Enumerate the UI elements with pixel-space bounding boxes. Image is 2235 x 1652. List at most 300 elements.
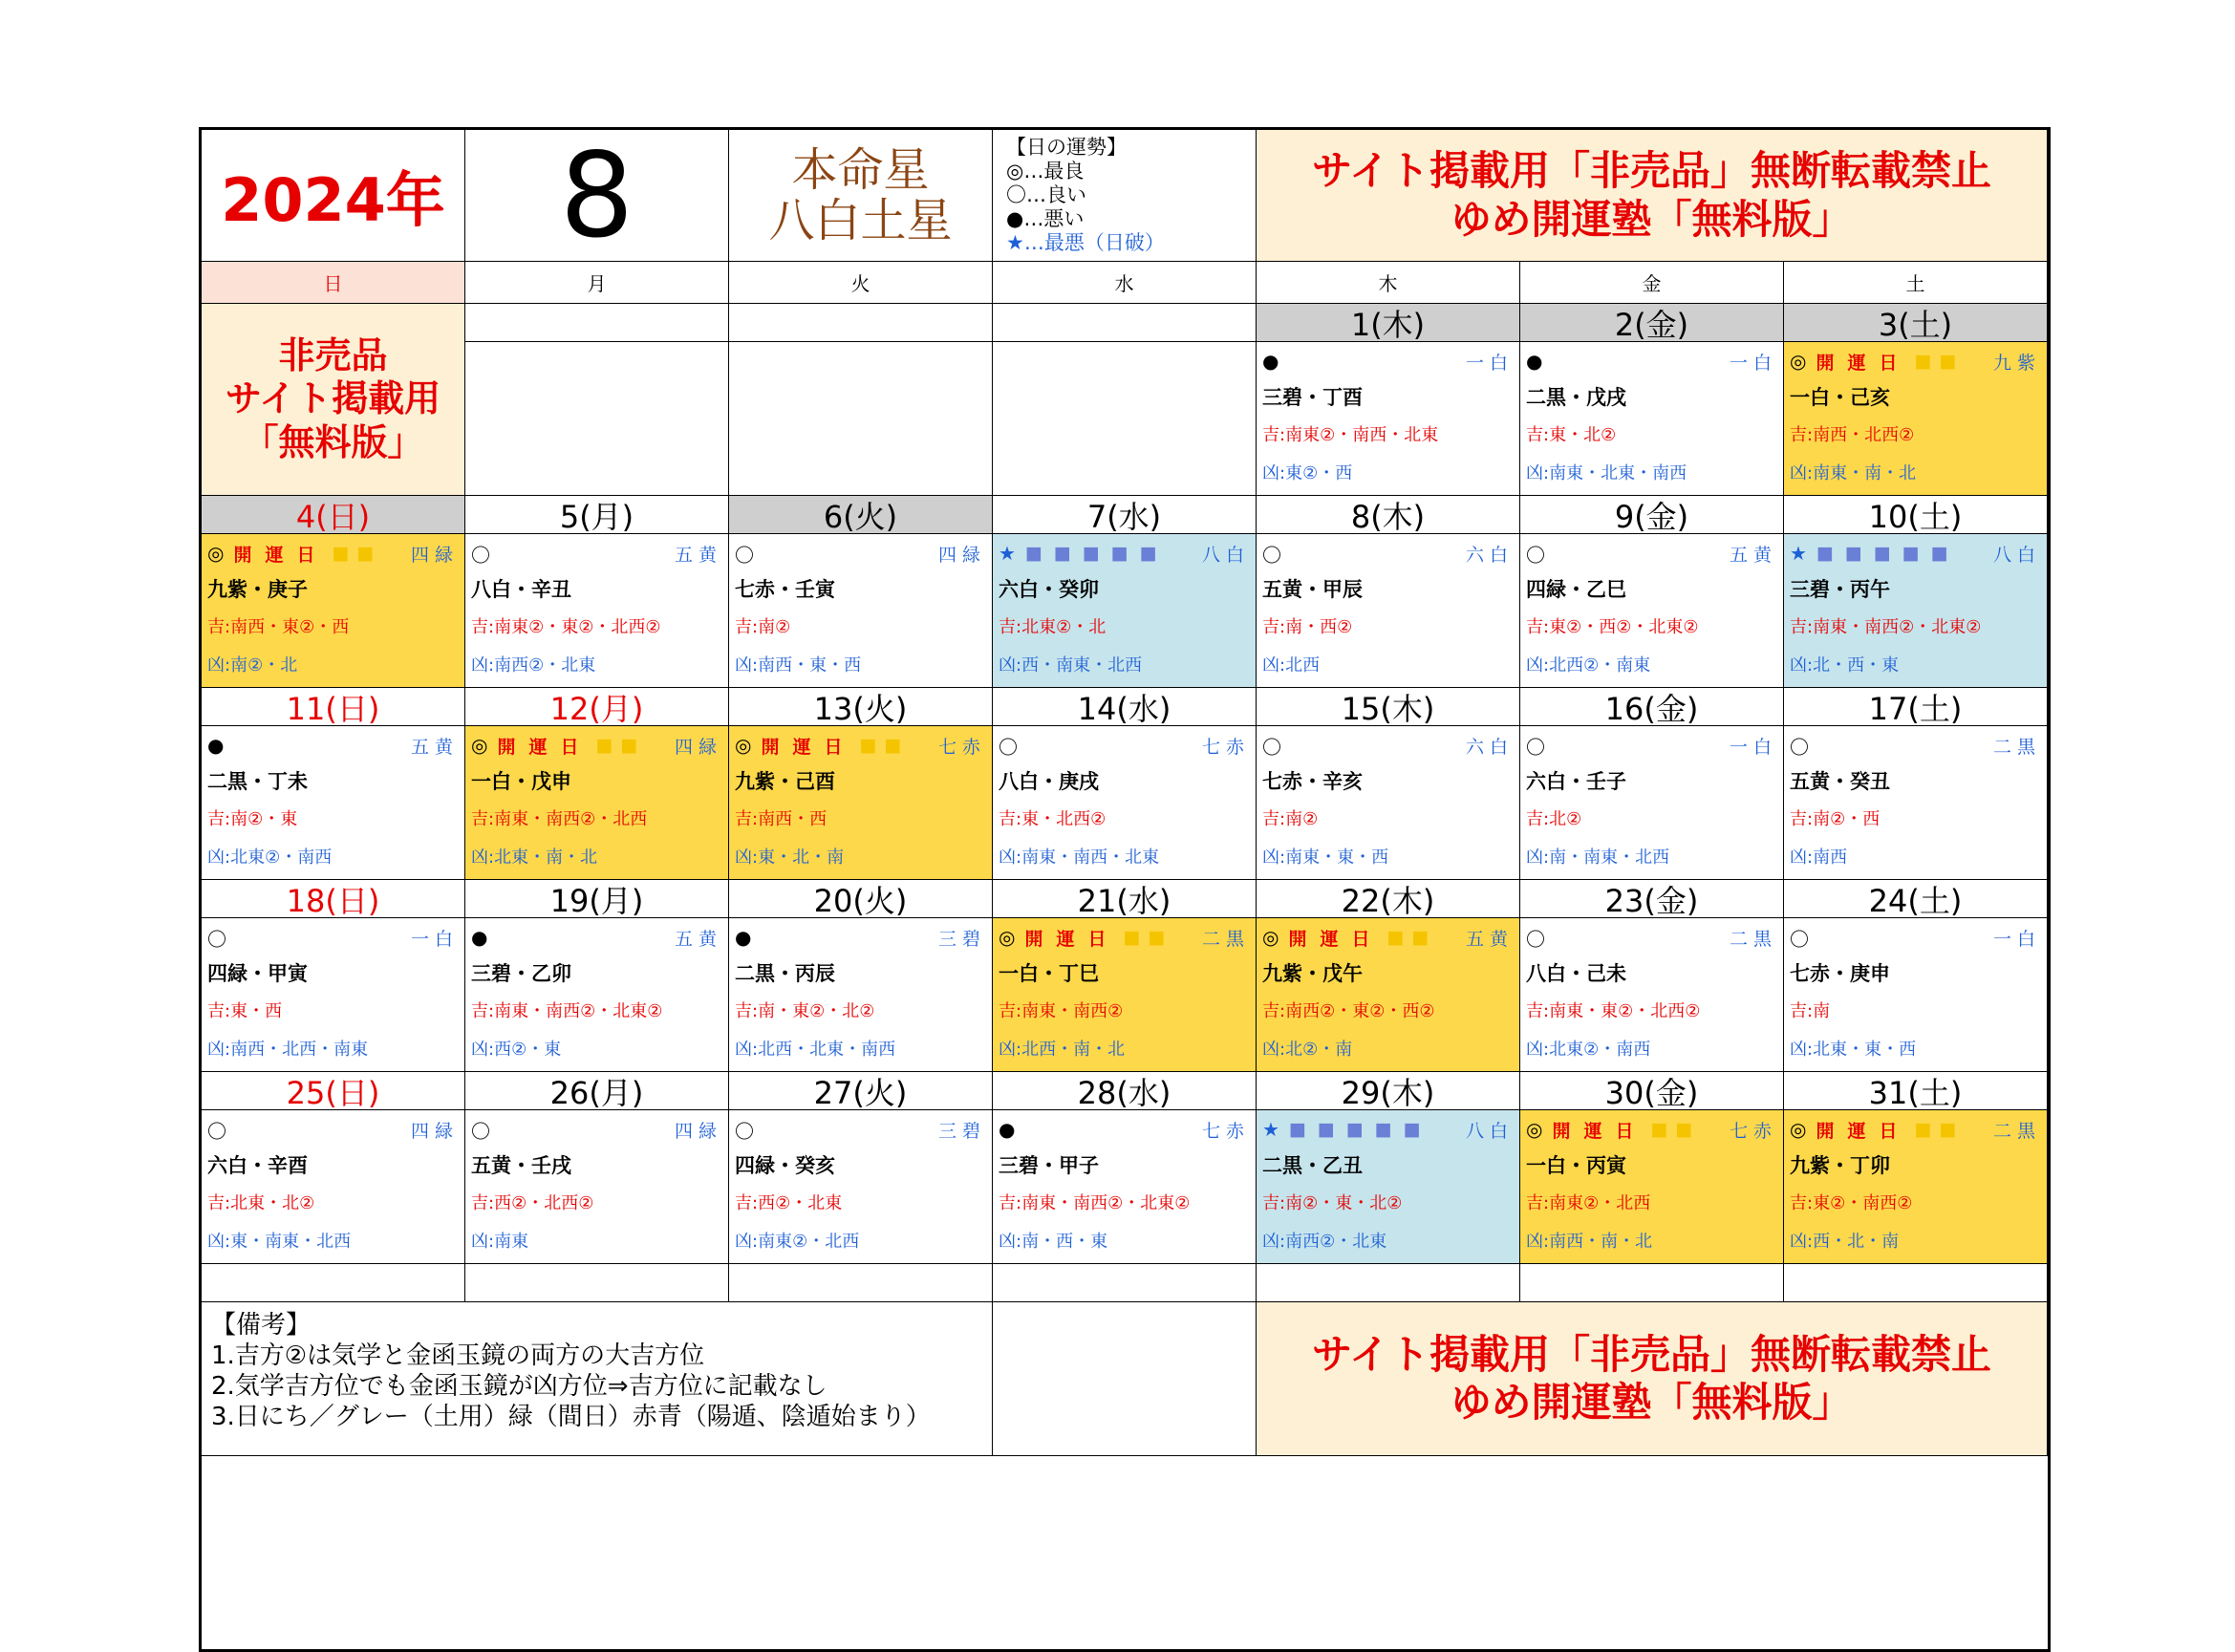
unlucky-directions: 凶:南②・北 bbox=[207, 655, 298, 676]
fortune-mark: 〇 bbox=[207, 927, 226, 951]
empty-day-cell bbox=[465, 342, 729, 496]
day-fortune-row bbox=[1262, 1112, 1514, 1147]
day-fortune-row bbox=[1526, 920, 1777, 955]
day-header: 21(水) bbox=[993, 880, 1257, 918]
fortune-mark: ● bbox=[1526, 350, 1543, 373]
kaiun-day-label: 開運日 bbox=[1552, 1120, 1647, 1142]
fortune-mark-group bbox=[1262, 925, 1436, 951]
day-fortune-row bbox=[1262, 344, 1514, 378]
side-note bbox=[202, 304, 465, 496]
day-star-stem-branch: 三碧・丁酉 bbox=[1262, 386, 1363, 409]
unlucky-directions: 凶:北東②・南西 bbox=[207, 847, 333, 868]
day-cell[interactable] bbox=[1784, 1110, 2048, 1264]
day-header: 2(金) bbox=[1520, 304, 1784, 342]
unlucky-directions: 凶:北東②・南西 bbox=[1526, 1040, 1651, 1060]
fortune-mark: 〇 bbox=[1790, 927, 1809, 951]
day-star-stem-branch: 二黒・戊戌 bbox=[1526, 386, 1626, 409]
day-nine-star: 八白 bbox=[1465, 1120, 1514, 1142]
day-star-stem-branch: 七赤・辛亥 bbox=[1262, 770, 1363, 793]
fortune-mark: 〇 bbox=[471, 1119, 490, 1143]
day-star-stem-branch: 八白・庚戌 bbox=[999, 770, 1099, 793]
day-star-stem-branch: 三碧・乙卯 bbox=[471, 962, 571, 985]
weekday-header: 月 bbox=[465, 262, 729, 304]
unlucky-directions: 凶:南西・東・西 bbox=[735, 655, 862, 676]
day-header bbox=[993, 304, 1257, 342]
day-cell[interactable] bbox=[1784, 534, 2048, 688]
fortune-mark: ◎ bbox=[999, 926, 1016, 949]
day-fortune-row bbox=[1262, 536, 1514, 570]
day-star-stem-branch: 一白・丙寅 bbox=[1526, 1154, 1626, 1177]
fortune-mark: 〇 bbox=[735, 1119, 754, 1143]
fortune-mark: 〇 bbox=[1262, 735, 1281, 759]
day-fortune-row bbox=[999, 728, 1250, 762]
day-fortune-row bbox=[1526, 344, 1777, 378]
day-header: 29(木) bbox=[1257, 1072, 1520, 1110]
fortune-mark: ◎ bbox=[207, 542, 225, 565]
banner-line1: サイト掲載用「非売品」無断転載禁止 bbox=[1311, 1330, 1992, 1378]
fortune-mark-group bbox=[1526, 1117, 1700, 1143]
day-star-stem-branch: 一白・己亥 bbox=[1790, 386, 1890, 409]
day-header: 12(月) bbox=[465, 688, 729, 726]
unlucky-directions: 凶:北西②・南東 bbox=[1526, 655, 1651, 676]
day-star-stem-branch: 七赤・庚申 bbox=[1790, 962, 1890, 985]
banner-line2: ゆめ開運塾「無料版」 bbox=[1451, 195, 1853, 243]
day-nine-star: 四緑 bbox=[937, 544, 986, 566]
worst-star-icon: ★ bbox=[999, 542, 1016, 565]
day-fortune-row bbox=[1526, 728, 1777, 762]
day-nine-star: 三碧 bbox=[937, 1120, 986, 1142]
fortune-mark: 〇 bbox=[1526, 735, 1545, 759]
day-cell[interactable] bbox=[1520, 918, 1784, 1072]
unlucky-directions: 凶:南東②・北西 bbox=[735, 1232, 860, 1252]
day-header: 23(金) bbox=[1520, 880, 1784, 918]
legend-best: ◎…最良 bbox=[1006, 160, 1085, 182]
day-star-stem-branch: 九紫・己酉 bbox=[735, 770, 835, 793]
fortune-mark: 〇 bbox=[471, 543, 490, 567]
day-star-stem-branch: 三碧・甲子 bbox=[999, 1154, 1099, 1177]
day-cell[interactable] bbox=[993, 534, 1257, 688]
day-star-stem-branch: 五黄・壬戌 bbox=[471, 1154, 571, 1177]
weekday-header: 土 bbox=[1784, 262, 2048, 304]
day-star-stem-branch: 三碧・丙午 bbox=[1790, 578, 1890, 601]
fortune-mark: ● bbox=[207, 734, 225, 757]
day-cell[interactable] bbox=[993, 726, 1257, 880]
fortune-mark-group bbox=[1262, 350, 1279, 373]
lucky-directions: 吉:南東・南西②・北東② bbox=[1790, 617, 1982, 637]
fortune-mark: ◎ bbox=[1790, 1118, 1807, 1141]
fortune-mark-group bbox=[1526, 350, 1542, 373]
day-star-stem-branch: 九紫・庚子 bbox=[207, 578, 308, 601]
banner-line1: サイト掲載用「非売品」無断転載禁止 bbox=[1311, 147, 1992, 195]
honmei-title: 本命星 bbox=[791, 142, 930, 197]
day-cell[interactable] bbox=[1257, 534, 1520, 688]
day-star-stem-branch: 六白・辛酉 bbox=[207, 1154, 308, 1177]
yellow-squares-icon: ■■ bbox=[595, 735, 646, 756]
unlucky-directions: 凶:南東・南西・北東 bbox=[999, 847, 1160, 868]
day-fortune-row bbox=[735, 536, 986, 570]
day-header: 25(日) bbox=[202, 1072, 465, 1110]
day-nine-star: 二黒 bbox=[1201, 928, 1250, 950]
day-cell[interactable] bbox=[729, 726, 993, 880]
lucky-directions: 吉:南東・南西②・北西 bbox=[471, 809, 648, 829]
empty-row-cell bbox=[465, 1264, 729, 1302]
empty-row-cell bbox=[993, 1264, 1257, 1302]
day-cell[interactable] bbox=[465, 534, 729, 688]
legend-title: 【日の運勢】 bbox=[1006, 136, 1127, 159]
fortune-mark-group bbox=[735, 733, 909, 759]
empty-day-cell bbox=[993, 342, 1257, 496]
day-fortune-row bbox=[1526, 536, 1777, 570]
blue-squares-icon: ■■■■■ bbox=[1024, 543, 1169, 564]
day-cell[interactable] bbox=[729, 918, 993, 1072]
day-header bbox=[729, 304, 993, 342]
lucky-directions: 吉:南西②・東②・西② bbox=[1262, 1001, 1435, 1021]
day-cell[interactable] bbox=[465, 918, 729, 1072]
unlucky-directions: 凶:南東・北東・南西 bbox=[1526, 463, 1687, 483]
kaiun-day-label: 開運日 bbox=[1024, 928, 1120, 950]
lucky-directions: 吉:南東②・東②・北西② bbox=[471, 617, 661, 637]
side-note-line: サイト掲載用 bbox=[225, 377, 441, 420]
fortune-mark: 〇 bbox=[1526, 543, 1545, 567]
lucky-directions: 吉:南東・南西②・北東② bbox=[471, 1001, 663, 1021]
weekday-header: 金 bbox=[1520, 262, 1784, 304]
day-nine-star: 六白 bbox=[1465, 544, 1514, 566]
empty-row-cell bbox=[729, 1264, 993, 1302]
unlucky-directions: 凶:北・西・東 bbox=[1790, 655, 1900, 676]
day-cell[interactable] bbox=[465, 1110, 729, 1264]
unlucky-directions: 凶:南西 bbox=[1790, 847, 1848, 868]
day-header: 8(木) bbox=[1257, 496, 1520, 534]
fortune-mark-group bbox=[999, 732, 1018, 760]
fortune-mark: 〇 bbox=[999, 735, 1018, 759]
day-header: 11(日) bbox=[202, 688, 465, 726]
day-star-stem-branch: 九紫・戊午 bbox=[1262, 962, 1363, 985]
day-fortune-row bbox=[207, 536, 459, 570]
day-fortune-row bbox=[735, 1112, 986, 1147]
lucky-directions: 吉:南② bbox=[735, 617, 791, 637]
fortune-mark-group bbox=[1262, 1118, 1432, 1141]
day-fortune-row bbox=[207, 920, 459, 955]
lucky-directions: 吉:南東・南西② bbox=[999, 1001, 1124, 1021]
yellow-squares-icon: ■■ bbox=[1914, 351, 1965, 372]
day-cell[interactable] bbox=[993, 1110, 1257, 1264]
unlucky-directions: 凶:南西②・北東 bbox=[1262, 1232, 1387, 1252]
day-cell[interactable] bbox=[993, 918, 1257, 1072]
lucky-directions: 吉:西②・北西② bbox=[471, 1193, 594, 1213]
unlucky-directions: 凶:北西・北東・南西 bbox=[735, 1040, 896, 1060]
day-fortune-row bbox=[1262, 728, 1514, 762]
day-cell[interactable] bbox=[202, 534, 465, 688]
day-nine-star: 五黄 bbox=[1465, 928, 1514, 950]
legend-good: 〇…良い bbox=[1006, 183, 1086, 206]
day-star-stem-branch: 二黒・丁未 bbox=[207, 770, 308, 793]
day-nine-star: 四緑 bbox=[410, 1120, 459, 1142]
day-cell[interactable] bbox=[1257, 342, 1520, 496]
unlucky-directions: 凶:東・南東・北西 bbox=[207, 1232, 352, 1252]
day-header: 10(土) bbox=[1784, 496, 2048, 534]
fortune-mark: ● bbox=[999, 1118, 1016, 1141]
day-header: 15(木) bbox=[1257, 688, 1520, 726]
fortune-mark: 〇 bbox=[1790, 735, 1809, 759]
lucky-directions: 吉:南西・西 bbox=[735, 809, 827, 829]
day-star-stem-branch: 四緑・甲寅 bbox=[207, 962, 308, 985]
top-banner bbox=[1257, 130, 2048, 262]
day-cell[interactable] bbox=[729, 1110, 993, 1264]
empty-row-cell bbox=[202, 1264, 465, 1302]
kaiun-day-label: 開運日 bbox=[497, 736, 592, 758]
day-fortune-row bbox=[471, 920, 722, 955]
fortune-mark: 〇 bbox=[1262, 543, 1281, 567]
lucky-directions: 吉:南② bbox=[1262, 809, 1319, 829]
blue-squares-icon: ■■■■■ bbox=[1288, 1119, 1432, 1140]
day-fortune-row bbox=[471, 728, 722, 762]
day-cell[interactable] bbox=[1520, 1110, 1784, 1264]
yellow-squares-icon: ■■ bbox=[1386, 927, 1437, 948]
day-fortune-row bbox=[735, 920, 986, 955]
bottom-banner bbox=[1257, 1302, 2048, 1456]
day-fortune-row bbox=[1790, 920, 2041, 955]
fortune-mark-group bbox=[207, 924, 226, 952]
day-fortune-row bbox=[471, 1112, 722, 1147]
empty-row-cell bbox=[1520, 1264, 1784, 1302]
fortune-mark-group bbox=[471, 1116, 490, 1144]
unlucky-directions: 凶:南東・南・北 bbox=[1790, 463, 1917, 483]
day-cell[interactable] bbox=[1520, 534, 1784, 688]
unlucky-directions: 凶:西②・東 bbox=[471, 1040, 562, 1060]
day-header: 6(火) bbox=[729, 496, 993, 534]
day-fortune-row bbox=[207, 1112, 459, 1147]
fortune-mark: ● bbox=[1262, 350, 1279, 373]
day-star-stem-branch: 二黒・丙辰 bbox=[735, 962, 835, 985]
day-header: 17(土) bbox=[1784, 688, 2048, 726]
unlucky-directions: 凶:南東 bbox=[471, 1232, 529, 1252]
fortune-mark-group bbox=[1262, 732, 1281, 760]
fortune-mark-group bbox=[471, 733, 645, 759]
day-nine-star: 四緑 bbox=[410, 544, 459, 566]
day-header: 24(土) bbox=[1784, 880, 2048, 918]
day-fortune-row bbox=[1790, 1112, 2041, 1147]
weekday-header: 木 bbox=[1257, 262, 1520, 304]
day-header: 19(月) bbox=[465, 880, 729, 918]
day-nine-star: 七赤 bbox=[1201, 1120, 1250, 1142]
day-header: 4(日) bbox=[202, 496, 465, 534]
fortune-mark-group bbox=[207, 734, 224, 757]
empty-day-cell bbox=[729, 342, 993, 496]
day-header: 16(金) bbox=[1520, 688, 1784, 726]
weekday-header: 日 bbox=[202, 262, 465, 304]
legend-worst: ★…最悪（日破） bbox=[1006, 231, 1165, 254]
day-header: 22(木) bbox=[1257, 880, 1520, 918]
fortune-mark-group bbox=[1790, 732, 1809, 760]
day-nine-star: 七赤 bbox=[937, 736, 986, 758]
day-fortune-row bbox=[207, 728, 459, 762]
unlucky-directions: 凶:西・南東・北西 bbox=[999, 655, 1143, 676]
day-header: 18(日) bbox=[202, 880, 465, 918]
lucky-directions: 吉:東・北西② bbox=[999, 809, 1107, 829]
weekday-header: 火 bbox=[729, 262, 993, 304]
fortune-mark: 〇 bbox=[1526, 927, 1545, 951]
day-header: 20(火) bbox=[729, 880, 993, 918]
day-star-stem-branch: 六白・壬子 bbox=[1526, 770, 1626, 793]
lucky-directions: 吉:南西・東②・西 bbox=[207, 617, 350, 637]
lucky-directions: 吉:南・東②・北② bbox=[735, 1001, 875, 1021]
fortune-mark-group bbox=[207, 1116, 226, 1144]
unlucky-directions: 凶:南東・東・西 bbox=[1262, 847, 1389, 868]
day-fortune-row bbox=[1262, 920, 1514, 955]
kaiun-day-label: 開運日 bbox=[1816, 1120, 1911, 1142]
fortune-mark: ◎ bbox=[471, 734, 488, 757]
honmei-star-name: 八白土星 bbox=[768, 193, 953, 247]
day-fortune-row bbox=[1526, 1112, 1777, 1147]
day-header: 7(水) bbox=[993, 496, 1257, 534]
day-cell[interactable] bbox=[1784, 726, 2048, 880]
day-cell[interactable] bbox=[202, 726, 465, 880]
side-note-line: 非売品 bbox=[278, 333, 388, 376]
day-star-stem-branch: 七赤・壬寅 bbox=[735, 578, 835, 601]
unlucky-directions: 凶:北東・南・北 bbox=[471, 847, 598, 868]
day-header: 30(金) bbox=[1520, 1072, 1784, 1110]
day-star-stem-branch: 六白・癸卯 bbox=[999, 578, 1099, 601]
empty-row-cell bbox=[1784, 1264, 2048, 1302]
day-fortune-row bbox=[1790, 536, 2041, 570]
kaiun-day-label: 開運日 bbox=[1816, 352, 1911, 374]
lucky-directions: 吉:南②・東・北② bbox=[1262, 1193, 1403, 1213]
day-nine-star: 七赤 bbox=[1201, 736, 1250, 758]
day-cell[interactable] bbox=[1257, 1110, 1520, 1264]
lucky-directions: 吉:北東②・北 bbox=[999, 617, 1107, 637]
unlucky-directions: 凶:北東・東・西 bbox=[1790, 1040, 1917, 1060]
day-cell[interactable] bbox=[465, 726, 729, 880]
month-number: 8 bbox=[465, 130, 729, 262]
day-nine-star: 一白 bbox=[410, 928, 459, 950]
day-fortune-row bbox=[735, 728, 986, 762]
day-cell[interactable] bbox=[1520, 726, 1784, 880]
fortune-mark: ◎ bbox=[1790, 350, 1807, 373]
footer-blank-cell bbox=[993, 1302, 1257, 1456]
fortune-mark: ◎ bbox=[1526, 1118, 1543, 1141]
day-nine-star: 一白 bbox=[1729, 736, 1777, 758]
lucky-directions: 吉:北② bbox=[1526, 809, 1582, 829]
blue-squares-icon: ■■■■■ bbox=[1816, 543, 1960, 564]
day-cell[interactable] bbox=[202, 918, 465, 1072]
remarks-line: 1.吉方②は気学と金函玉鏡の両方の大吉方位 bbox=[211, 1341, 705, 1370]
unlucky-directions: 凶:東②・西 bbox=[1262, 463, 1353, 483]
day-star-stem-branch: 一白・戊申 bbox=[471, 770, 571, 793]
day-cell[interactable] bbox=[1257, 726, 1520, 880]
day-star-stem-branch: 四緑・乙巳 bbox=[1526, 578, 1626, 601]
day-header: 5(月) bbox=[465, 496, 729, 534]
yellow-squares-icon: ■■ bbox=[332, 543, 382, 564]
empty-row-cell bbox=[1257, 1264, 1520, 1302]
day-nine-star: 七赤 bbox=[1729, 1120, 1777, 1142]
day-fortune-row bbox=[999, 1112, 1250, 1147]
day-header: 27(火) bbox=[729, 1072, 993, 1110]
day-nine-star: 二黒 bbox=[1992, 736, 2041, 758]
fortune-mark-group bbox=[735, 926, 751, 949]
day-nine-star: 五黄 bbox=[1729, 544, 1777, 566]
fortune-mark-group bbox=[999, 1118, 1015, 1141]
yellow-squares-icon: ■■ bbox=[1650, 1119, 1701, 1140]
day-nine-star: 一白 bbox=[1992, 928, 2041, 950]
day-cell[interactable] bbox=[1257, 918, 1520, 1072]
day-cell[interactable] bbox=[202, 1110, 465, 1264]
unlucky-directions: 凶:北西 bbox=[1262, 655, 1321, 676]
day-header: 28(水) bbox=[993, 1072, 1257, 1110]
day-star-stem-branch: 八白・己未 bbox=[1526, 962, 1626, 985]
fortune-mark-group bbox=[1526, 732, 1545, 760]
lucky-directions: 吉:東②・南西② bbox=[1790, 1193, 1913, 1213]
day-cell[interactable] bbox=[1520, 342, 1784, 496]
day-header bbox=[465, 304, 729, 342]
lucky-directions: 吉:北東・北② bbox=[207, 1193, 315, 1213]
fortune-mark: ● bbox=[471, 926, 488, 949]
day-star-stem-branch: 四緑・癸亥 bbox=[735, 1154, 835, 1177]
day-cell[interactable] bbox=[1784, 342, 2048, 496]
lucky-directions: 吉:南②・東 bbox=[207, 809, 298, 829]
unlucky-directions: 凶:南・西・東 bbox=[999, 1232, 1108, 1252]
fortune-mark-group bbox=[735, 1116, 754, 1144]
fortune-mark-group bbox=[1526, 540, 1545, 568]
day-fortune-row bbox=[1790, 728, 2041, 762]
lucky-directions: 吉:南東②・南西・北東 bbox=[1262, 425, 1439, 445]
yellow-squares-icon: ■■ bbox=[859, 735, 910, 756]
year-label: 2024年 bbox=[202, 130, 465, 262]
fortune-mark-group bbox=[1790, 924, 1809, 952]
day-nine-star: 八白 bbox=[1201, 544, 1250, 566]
lucky-directions: 吉:西②・北東 bbox=[735, 1193, 843, 1213]
fortune-mark: 〇 bbox=[207, 1119, 226, 1143]
day-header: 1(木) bbox=[1257, 304, 1520, 342]
day-star-stem-branch: 五黄・甲辰 bbox=[1262, 578, 1363, 601]
fortune-legend bbox=[993, 130, 1257, 262]
banner-line2: ゆめ開運塾「無料版」 bbox=[1451, 1379, 1853, 1426]
day-header: 9(金) bbox=[1520, 496, 1784, 534]
fortune-mark: ◎ bbox=[1262, 926, 1279, 949]
day-nine-star: 一白 bbox=[1729, 352, 1777, 374]
weekday-header: 水 bbox=[993, 262, 1257, 304]
unlucky-directions: 凶:東・北・南 bbox=[735, 847, 845, 868]
worst-star-icon: ★ bbox=[1790, 542, 1807, 565]
fortune-mark-group bbox=[999, 542, 1169, 565]
day-fortune-row bbox=[999, 920, 1250, 955]
fortune-mark-group bbox=[1790, 1117, 1964, 1143]
honmei-star bbox=[729, 130, 993, 262]
day-nine-star: 九紫 bbox=[1992, 352, 2041, 374]
day-cell[interactable] bbox=[729, 534, 993, 688]
lucky-directions: 吉:南東・東②・北西② bbox=[1526, 1001, 1701, 1021]
day-star-stem-branch: 五黄・癸丑 bbox=[1790, 770, 1890, 793]
worst-star-icon: ★ bbox=[1262, 1118, 1279, 1141]
day-header: 14(水) bbox=[993, 688, 1257, 726]
day-nine-star: 四緑 bbox=[674, 1120, 722, 1142]
day-nine-star: 三碧 bbox=[937, 928, 986, 950]
day-nine-star: 五黄 bbox=[674, 928, 722, 950]
day-star-stem-branch: 一白・丁巳 bbox=[999, 962, 1099, 985]
fortune-mark-group bbox=[735, 540, 754, 568]
yellow-squares-icon: ■■ bbox=[1123, 927, 1173, 948]
lucky-directions: 吉:東・北② bbox=[1526, 425, 1617, 445]
day-star-stem-branch: 九紫・丁卯 bbox=[1790, 1154, 1890, 1177]
lucky-directions: 吉:南・西② bbox=[1262, 617, 1353, 637]
day-fortune-row bbox=[1790, 344, 2041, 378]
day-fortune-row bbox=[999, 536, 1250, 570]
lucky-directions: 吉:南西・北西② bbox=[1790, 425, 1915, 445]
kaiun-day-label: 開運日 bbox=[761, 736, 856, 758]
unlucky-directions: 凶:南西・南・北 bbox=[1526, 1232, 1653, 1252]
day-cell[interactable] bbox=[1784, 918, 2048, 1072]
fortune-mark-group bbox=[1790, 542, 1960, 565]
day-nine-star: 五黄 bbox=[674, 544, 722, 566]
